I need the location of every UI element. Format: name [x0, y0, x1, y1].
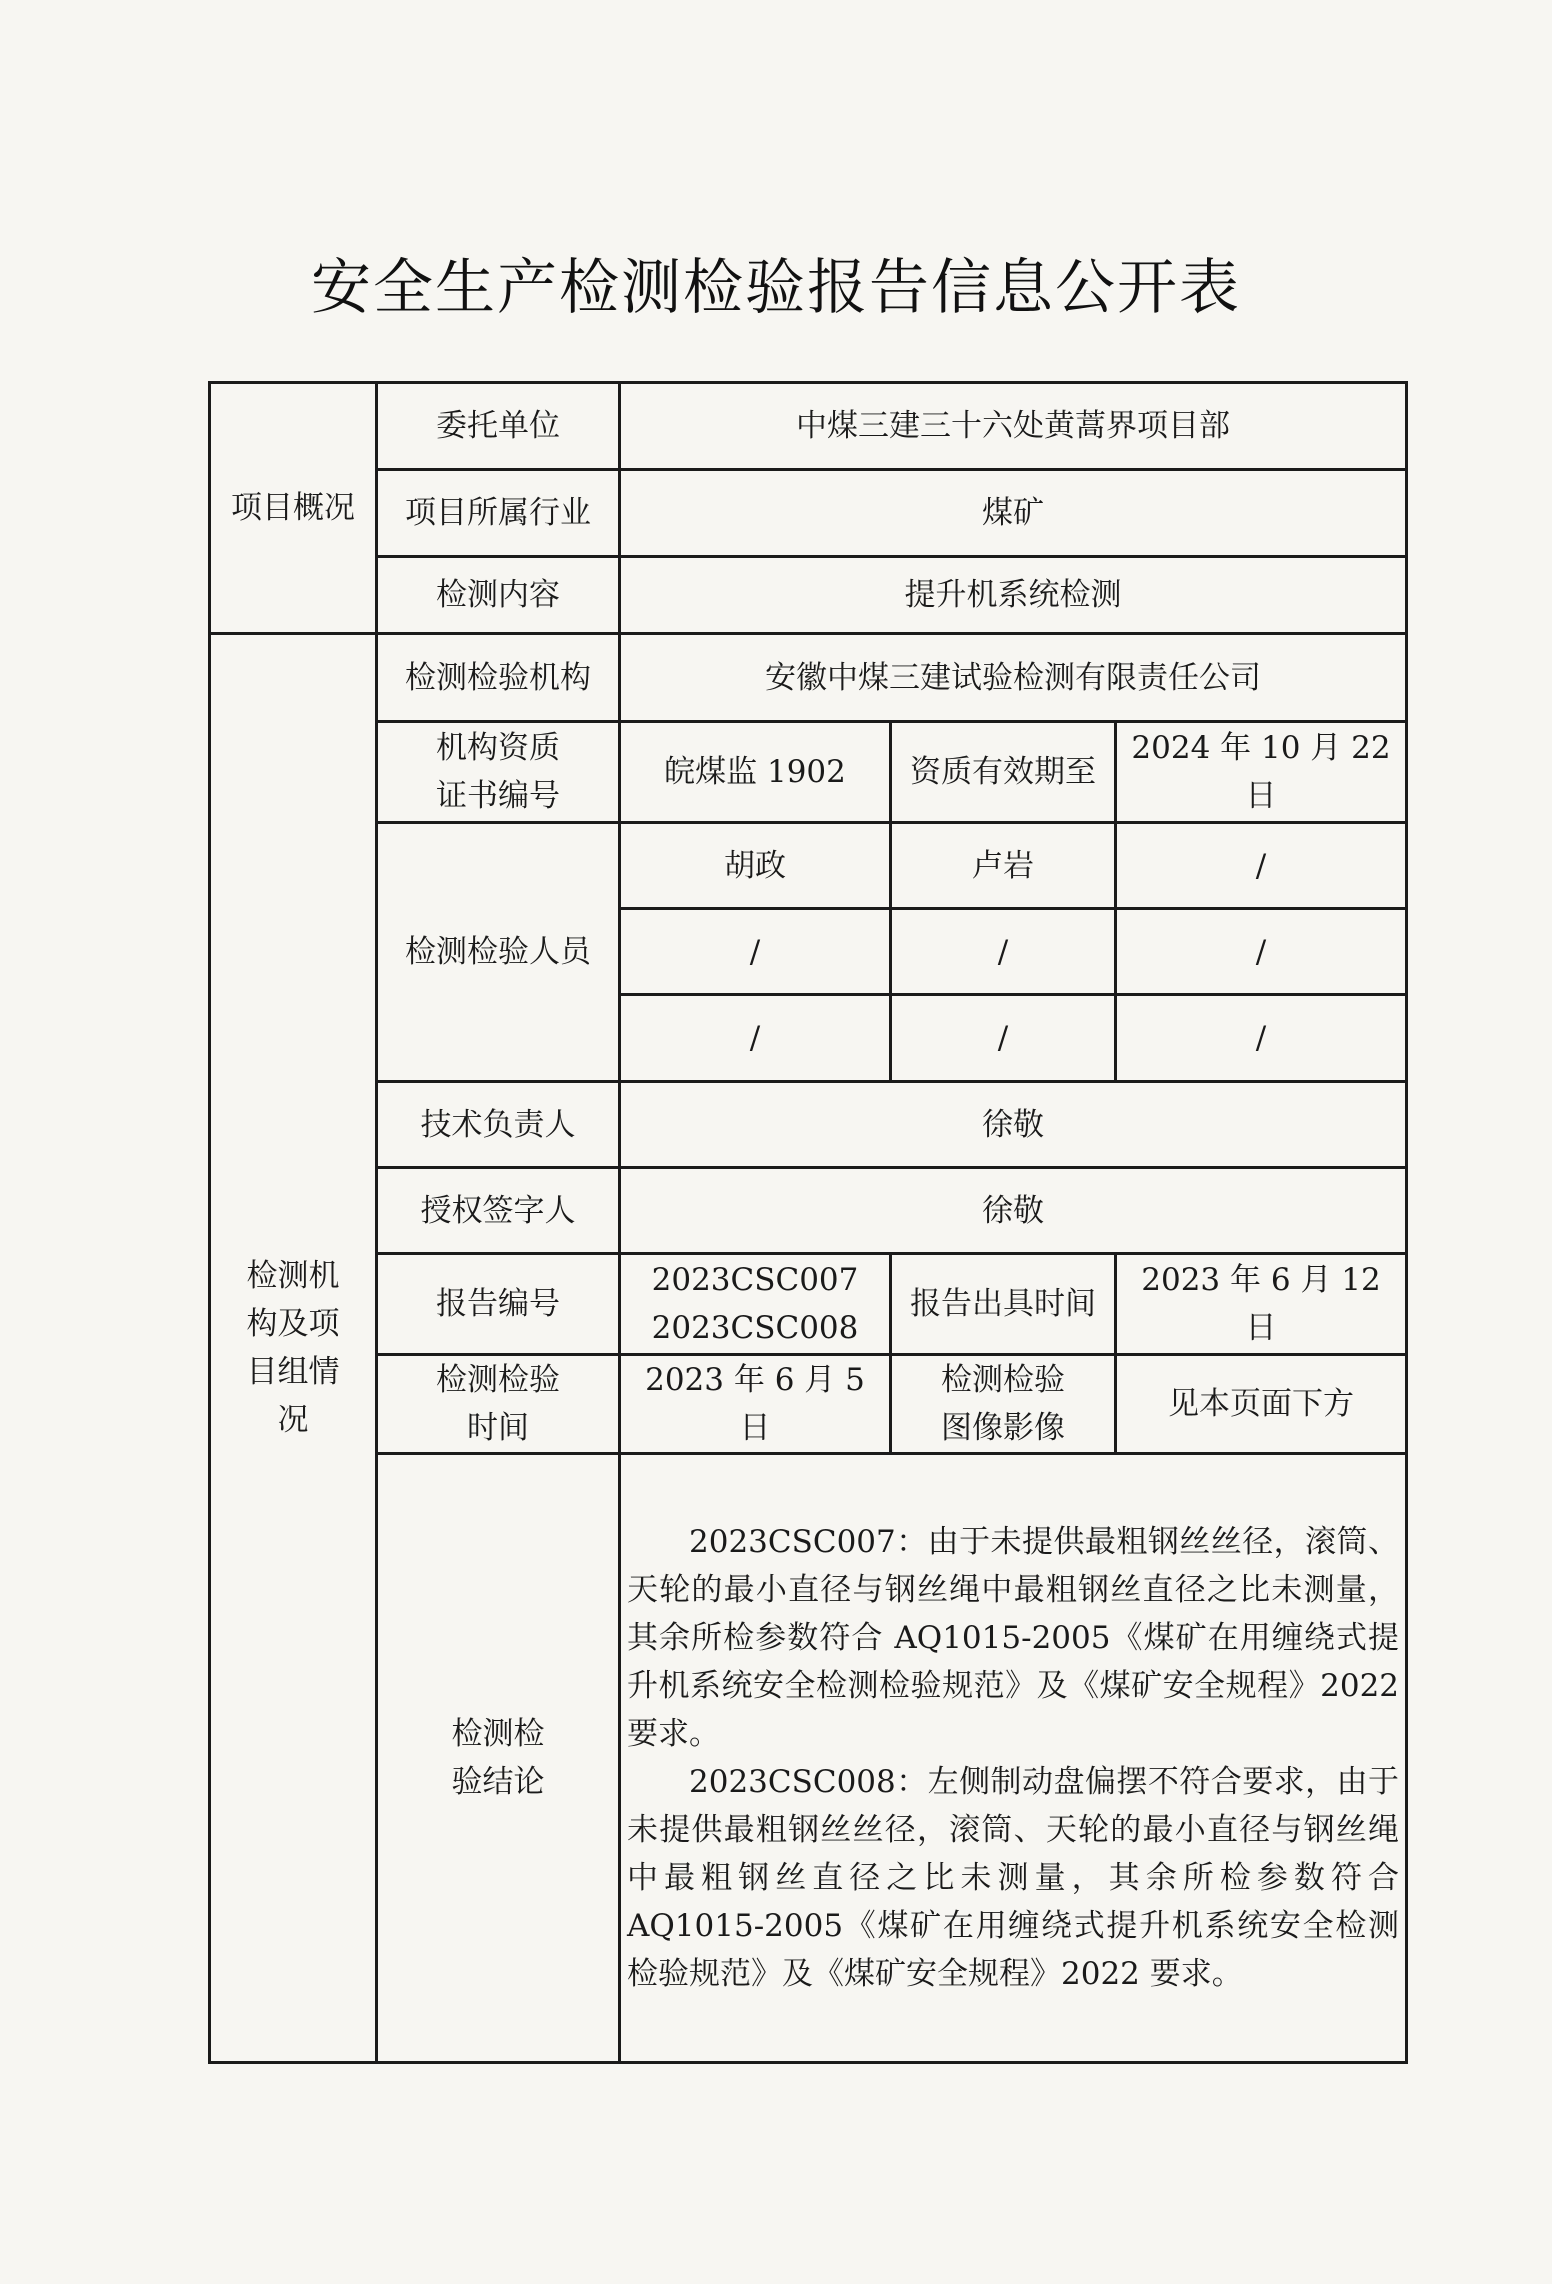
personnel-cell: 胡政 — [620, 823, 891, 909]
table-row — [210, 823, 1407, 909]
conclusion-paragraph: 2023CSC007：由于未提供最粗钢丝丝径，滚筒、天轮的最小直径与钢丝绳中最粗钢丝直径之比未测量，其余所检参数符合 AQ1015-2005《煤矿在用缠绕式提升机系统安全检测检验规范》及《煤矿安全规程》2022 要求。 — [627, 1524, 1400, 1752]
table-row — [210, 1454, 1407, 2063]
section-conclusion-text: 检测检验结论 — [451, 1716, 545, 1800]
personnel-cell: / — [620, 995, 891, 1082]
personnel-label: 检测检验人员 — [377, 823, 620, 1082]
industry-label: 项目所属行业 — [377, 470, 620, 557]
table-row — [210, 557, 1407, 634]
table-row — [210, 634, 1407, 722]
personnel-cell: / — [891, 995, 1116, 1082]
section-agency-text: 检测机构及项目组情况 — [246, 1258, 340, 1438]
conclusion-text — [620, 1454, 1407, 2063]
client-value: 中煤三建三十六处黄蒿界项目部 — [620, 383, 1407, 470]
section-agency-label — [210, 634, 377, 2063]
table-row — [210, 1082, 1407, 1168]
conclusion-paragraph: 2023CSC008：左侧制动盘偏摆不符合要求，由于未提供最粗钢丝丝径，滚筒、天轮的最小直径与钢丝绳中最粗钢丝直径之比未测量，其余所检参数符合 AQ1015-2005《煤矿在用缠绕式提升机系统安全检测检验规范》及《煤矿安全规程》2022 要求。 — [627, 1764, 1400, 1992]
cert-label — [377, 722, 620, 823]
validity-value: 2024 年 10 月 22 日 — [1116, 722, 1407, 823]
inspect-time-value: 2023 年 6 月 5 日 — [620, 1355, 891, 1454]
validity-label: 资质有效期至 — [891, 722, 1116, 823]
industry-value: 煤矿 — [620, 470, 1407, 557]
signatory-value: 徐敬 — [620, 1168, 1407, 1254]
section-overview-label: 项目概况 — [210, 383, 377, 634]
content-value: 提升机系统检测 — [620, 557, 1407, 634]
table-row — [210, 383, 1407, 470]
tech-lead-label: 技术负责人 — [377, 1082, 620, 1168]
client-label: 委托单位 — [377, 383, 620, 470]
report-no-values — [620, 1254, 891, 1355]
table-row — [210, 722, 1407, 823]
personnel-cell: / — [1116, 823, 1407, 909]
personnel-cell: / — [1116, 995, 1407, 1082]
image-value: 见本页面下方 — [1116, 1355, 1407, 1454]
section-conclusion-label — [377, 1454, 620, 2063]
page-title: 安全生产检测检验报告信息公开表 — [311, 253, 1241, 323]
personnel-cell: / — [891, 909, 1116, 995]
issue-time-label: 报告出具时间 — [891, 1254, 1116, 1355]
report-no-1: 2023CSC007 — [651, 1262, 859, 1298]
org-value: 安徽中煤三建试验检测有限责任公司 — [620, 634, 1407, 722]
info-table — [208, 381, 1408, 2064]
signatory-label: 授权签字人 — [377, 1168, 620, 1254]
table-row — [210, 1355, 1407, 1454]
personnel-cell: / — [620, 909, 891, 995]
cert-value: 皖煤监 1902 — [620, 722, 891, 823]
tech-lead-value: 徐敬 — [620, 1082, 1407, 1168]
personnel-cell: / — [1116, 909, 1407, 995]
report-no-2: 2023CSC008 — [651, 1310, 859, 1346]
report-no-label: 报告编号 — [377, 1254, 620, 1355]
personnel-cell: 卢岩 — [891, 823, 1116, 909]
image-label — [891, 1355, 1116, 1454]
inspect-time-label-text: 检测检验时间 — [436, 1362, 560, 1446]
issue-time-value: 2023 年 6 月 12 日 — [1116, 1254, 1407, 1355]
table-row — [210, 1254, 1407, 1355]
image-label-text: 检测检验图像影像 — [941, 1362, 1065, 1446]
content-label: 检测内容 — [377, 557, 620, 634]
org-label: 检测检验机构 — [377, 634, 620, 722]
table-row — [210, 1168, 1407, 1254]
cert-label-text: 机构资质证书编号 — [436, 730, 560, 814]
table-row — [210, 470, 1407, 557]
inspect-time-label — [377, 1355, 620, 1454]
